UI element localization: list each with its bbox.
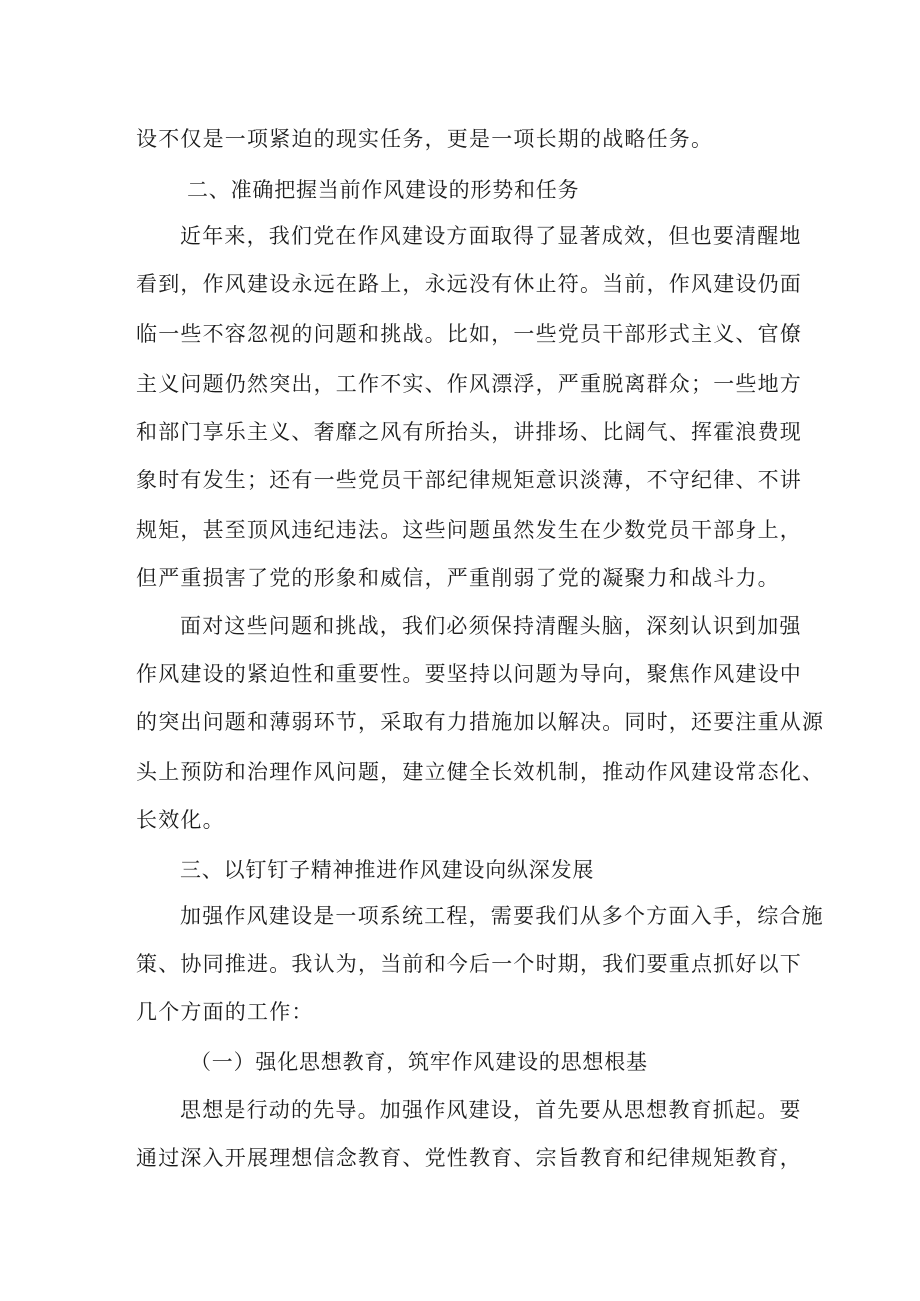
paragraph-line: 思想是行动的先导。加强作风建设，首先要从思想教育抓起。要 [180,1098,802,1122]
paragraph-line: 加强作风建设是一项系统工程，需要我们从多个方面入手，综合施 [180,904,824,928]
paragraph-line: 几个方面的工作： [136,1000,314,1024]
paragraph-line: 象时有发生；还有一些党员干部纪律规矩意识淡薄，不守纪律、不讲 [136,468,802,492]
paragraph-line: 主义问题仍然突出，工作不实、作风漂浮，严重脱离群众；一些地方 [136,372,802,396]
paragraph-line: 通过深入开展理想信念教育、党性教育、宗旨教育和纪律规矩教育， [136,1146,802,1170]
section-heading-3: 三、以钉钉子精神推进作风建设向纵深发展 [180,858,595,882]
paragraph-line: 和部门享乐主义、奢靡之风有所抬头，讲排场、比阔气、挥霍浪费现 [136,420,802,444]
paragraph-line: 作风建设的紧迫性和重要性。要坚持以问题为导向，聚焦作风建设中 [136,662,802,686]
paragraph-line: 长效化。 [136,808,225,832]
paragraph-line: 设不仅是一项紧迫的现实任务，更是一项长期的战略任务。 [136,127,714,151]
subsection-heading-1: （一）强化思想教育，筑牢作风建设的思想根基 [190,1050,648,1074]
paragraph-line: 临一些不容忽视的问题和挑战。比如，一些党员干部形式主义、官僚 [136,322,802,346]
paragraph-line: 近年来，我们党在作风建设方面取得了显著成效，但也要清醒地 [180,224,802,248]
paragraph-line: 头上预防和治理作风问题，建立健全长效机制，推动作风建设常态化、 [136,760,825,784]
paragraph-line: 但严重损害了党的形象和威信，严重削弱了党的凝聚力和战斗力。 [136,566,780,590]
paragraph-line: 策、协同推进。我认为，当前和今后一个时期，我们要重点抓好以下 [136,952,802,976]
paragraph-line: 规矩，甚至顶风违纪违法。这些问题虽然发生在少数党员干部身上， [136,518,802,542]
paragraph-line: 看到，作风建设永远在路上，永远没有休止符。当前，作风建设仍面 [136,272,802,296]
section-heading-2: 二、准确把握当前作风建设的形势和任务 [187,178,580,202]
paragraph-line: 的突出问题和薄弱环节，采取有力措施加以解决。同时，还要注重从源 [136,710,825,734]
paragraph-line: 面对这些问题和挑战，我们必须保持清醒头脑，深刻认识到加强 [180,614,802,638]
